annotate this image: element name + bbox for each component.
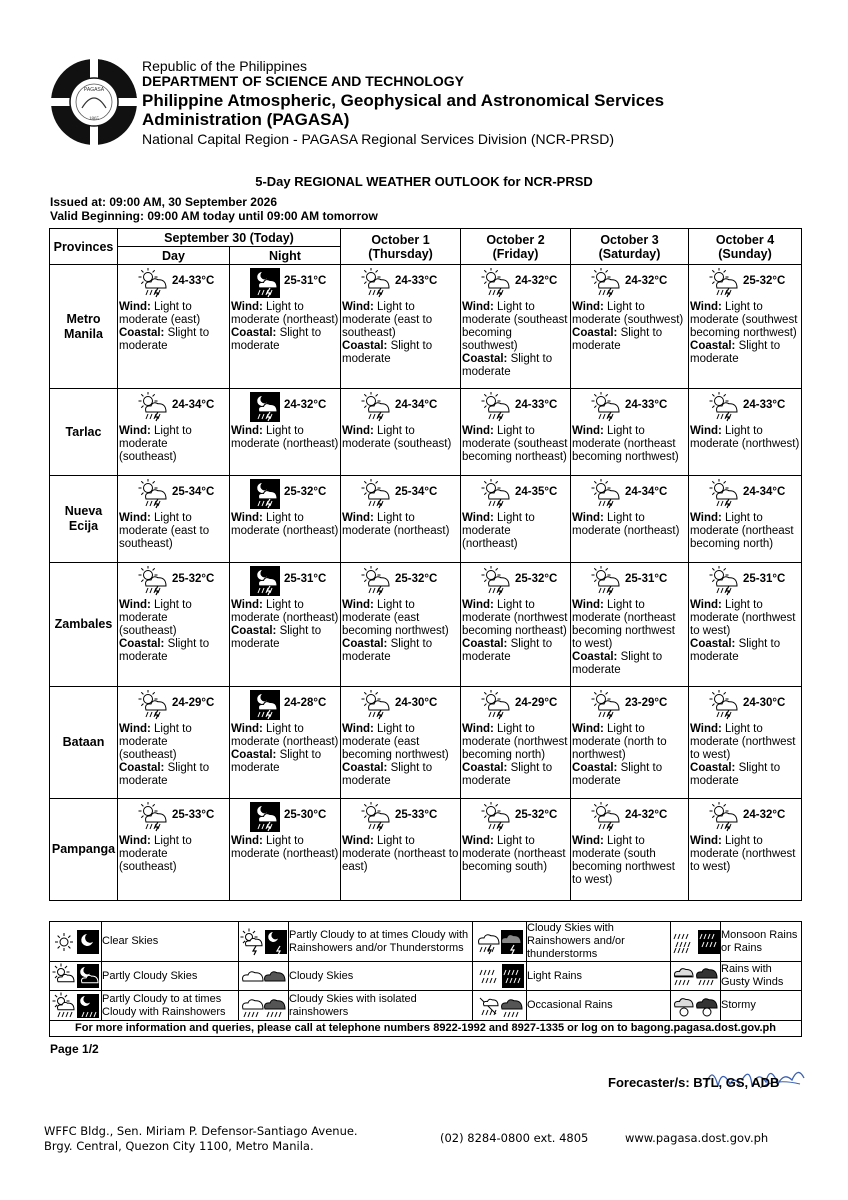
wind-value: Light to moderate (east becoming northwest) — [342, 723, 449, 761]
coastal-value: Slight to moderate — [342, 762, 433, 787]
wind-label: Wind: — [119, 425, 151, 437]
coastal-label: Coastal: — [119, 327, 165, 339]
temperature-range: 25-31°C — [625, 573, 668, 585]
legend-icon-cell — [671, 922, 721, 962]
forecast-cell — [118, 265, 230, 389]
forecast-cell — [461, 265, 571, 389]
legend-icon-cell — [239, 962, 289, 991]
partly-cloudy-rain-icon — [709, 802, 739, 832]
forecast-cell — [118, 476, 230, 563]
temperature-range: 25-34°C — [172, 486, 215, 498]
partly-cloudy-rain-icon — [361, 802, 391, 832]
forecast-cell — [341, 389, 461, 476]
province-row — [50, 389, 802, 476]
wind-value: Light to moderate (northwest to west) — [690, 835, 796, 873]
coastal-value: Slight to moderate — [342, 638, 433, 663]
header-agency: Philippine Atmospheric, Geophysical and Astronomical Services — [142, 91, 665, 110]
coastal-label: Coastal: — [690, 638, 736, 650]
page-title: 5-Day REGIONAL WEATHER OUTLOOK for NCR-PRSD — [255, 174, 593, 189]
weather-outlook-table — [49, 228, 802, 901]
coastal-value: Slight to moderate — [342, 340, 433, 365]
wind-label: Wind: — [572, 301, 604, 313]
partly-cloudy-rain-icon — [361, 566, 391, 596]
coastal-label: Coastal: — [119, 762, 165, 774]
wind-label: Wind: — [572, 599, 604, 611]
wind-value: Light to moderate (northeast) — [342, 512, 450, 537]
province-name: Bataan — [50, 687, 118, 799]
partly-cloudy-rain-icon — [591, 268, 621, 298]
partly-cloudy-rainshower-icon — [52, 999, 100, 1011]
wind-label: Wind: — [690, 512, 722, 524]
cloudy-isolated-rain-icon — [240, 999, 288, 1011]
partly-cloudy-rain-icon — [138, 566, 168, 596]
forecast-cell — [118, 563, 230, 687]
partly-cloudy-rain-icon — [591, 392, 621, 422]
temperature-range: 24-33°C — [743, 399, 786, 411]
partly-cloudy-rain-icon — [138, 690, 168, 720]
wind-value: Light to moderate (northeast to east) — [342, 835, 459, 873]
legend-icon-cell — [50, 991, 102, 1021]
pagasa-logo — [50, 58, 138, 146]
coastal-label: Coastal: — [342, 340, 388, 352]
wind-label: Wind: — [690, 723, 722, 735]
wind-label: Wind: — [119, 599, 151, 611]
province-name: Pampanga — [50, 799, 118, 901]
wind-value: Light to moderate (east to southeast) — [342, 301, 433, 339]
wind-value: Light to moderate (southeast) — [119, 425, 192, 463]
forecast-cell — [341, 563, 461, 687]
temperature-range: 24-32°C — [515, 275, 558, 287]
temperature-range: 25-33°C — [172, 809, 215, 821]
coastal-label: Coastal: — [231, 749, 277, 761]
wind-value: Light to moderate (northwest becoming north) — [462, 723, 568, 761]
province-row — [50, 687, 802, 799]
forecast-cell — [230, 476, 341, 563]
partly-cloudy-rain-icon — [481, 690, 511, 720]
wind-label: Wind: — [231, 512, 263, 524]
legend-icon-cell — [473, 991, 527, 1021]
wind-value: Light to moderate (northeast becoming south) — [462, 835, 566, 873]
temperature-range: 24-32°C — [625, 809, 668, 821]
province-row — [50, 799, 802, 901]
coastal-value: Slight to moderate — [231, 327, 322, 352]
forecast-cell — [689, 687, 802, 799]
wind-value: Light to moderate (northeast) — [231, 599, 339, 624]
wind-value: Light to moderate (northwest to west) — [690, 599, 796, 637]
temperature-range: 25-30°C — [284, 809, 327, 821]
wind-label: Wind: — [572, 835, 604, 847]
partly-cloudy-rain-icon — [361, 479, 391, 509]
svg-text:1865: 1865 — [89, 117, 99, 122]
coastal-value: Slight to moderate — [119, 327, 210, 352]
province-row — [50, 476, 802, 563]
temperature-range: 25-34°C — [395, 486, 438, 498]
legend-icon-cell — [671, 962, 721, 991]
partly-cloudy-rain-icon — [481, 566, 511, 596]
forecast-cell — [571, 389, 689, 476]
forecast-cell — [341, 799, 461, 901]
coastal-label: Coastal: — [572, 327, 618, 339]
footer-website: www.pagasa.dost.gov.ph — [625, 1131, 769, 1145]
temperature-range: 24-33°C — [625, 399, 668, 411]
coastal-value: Slight to moderate — [462, 353, 553, 378]
partly-cloudy-rain-night-icon — [250, 690, 280, 720]
wind-value: Light to moderate (southeast becoming southwest) — [462, 301, 568, 352]
legend-label: Monsoon Rains or Rains — [721, 922, 802, 962]
province-row — [50, 563, 802, 687]
cloudy-icon — [240, 970, 288, 982]
temperature-range: 24-33°C — [172, 275, 215, 287]
wind-label: Wind: — [462, 512, 494, 524]
coastal-label: Coastal: — [119, 638, 165, 650]
temperature-range: 24-32°C — [625, 275, 668, 287]
today-night-header: Night — [230, 247, 341, 265]
wind-value: Light to moderate (northeast) — [572, 512, 680, 537]
forecast-cell — [689, 799, 802, 901]
wind-value: Light to moderate (northwest) — [690, 425, 800, 450]
temperature-range: 24-32°C — [743, 809, 786, 821]
coastal-value: Slight to moderate — [231, 749, 322, 774]
partly-cloudy-rain-icon — [591, 690, 621, 720]
wind-label: Wind: — [231, 835, 263, 847]
partly-cloudy-rain-night-icon — [250, 802, 280, 832]
forecast-cell — [461, 799, 571, 901]
partly-cloudy-rain-icon — [591, 479, 621, 509]
partly-cloudy-rain-icon — [138, 268, 168, 298]
forecast-cell — [689, 563, 802, 687]
province-name: Nueva Ecija — [50, 476, 118, 563]
wind-value: Light to moderate (east becoming northwest) — [342, 599, 449, 637]
rain-gusty-wind-icon — [672, 970, 720, 982]
wind-label: Wind: — [342, 425, 374, 437]
temperature-range: 24-34°C — [743, 486, 786, 498]
day-header-4: October 4 (Sunday) — [689, 229, 802, 265]
wind-value: Light to moderate (east to southeast) — [119, 512, 210, 550]
partly-cloudy-icon — [52, 970, 100, 982]
coastal-value: Slight to moderate — [572, 327, 663, 352]
temperature-range: 25-32°C — [515, 809, 558, 821]
light-rain-icon — [476, 970, 524, 982]
wind-value: Light to moderate (northeast) — [231, 835, 339, 860]
wind-label: Wind: — [231, 723, 263, 735]
temperature-range: 24-28°C — [284, 697, 327, 709]
partly-cloudy-rain-icon — [709, 392, 739, 422]
stormy-icon — [672, 999, 720, 1011]
temperature-range: 24-29°C — [515, 697, 558, 709]
wind-value: Light to moderate (northwest to west) — [690, 723, 796, 761]
provinces-header: Provinces — [50, 229, 118, 265]
temperature-range: 25-32°C — [284, 486, 327, 498]
header-republic: Republic of the Philippines — [142, 58, 307, 74]
header-agency-2: Administration (PAGASA) — [142, 110, 350, 129]
wind-value: Light to moderate (south becoming northwest to west) — [572, 835, 675, 886]
wind-value: Light to moderate (southeast) — [119, 723, 192, 761]
wind-label: Wind: — [572, 723, 604, 735]
wind-value: Light to moderate (southeast) — [119, 599, 192, 637]
wind-label: Wind: — [572, 425, 604, 437]
wind-value: Light to moderate (northeast) — [231, 723, 339, 748]
wind-label: Wind: — [342, 599, 374, 611]
coastal-value: Slight to moderate — [572, 762, 663, 787]
temperature-range: 25-33°C — [395, 809, 438, 821]
legend-icon-cell — [671, 991, 721, 1021]
partly-cloudy-thunderstorm-icon — [240, 935, 288, 947]
partly-cloudy-rain-icon — [361, 268, 391, 298]
temperature-range: 24-34°C — [395, 399, 438, 411]
temperature-range: 24-29°C — [172, 697, 215, 709]
legend-label: Cloudy Skies — [289, 962, 473, 991]
legend-label: Partly Cloudy Skies — [102, 962, 239, 991]
coastal-value: Slight to moderate — [690, 340, 781, 365]
footer-address: WFFC Bldg., Sen. Miriam P. Defensor-Santiago Avenue. Brgy. Central, Quezon City 1100, Metro Manila. — [44, 1124, 358, 1153]
forecast-cell — [689, 265, 802, 389]
temperature-range: 24-32°C — [284, 399, 327, 411]
wind-label: Wind: — [690, 835, 722, 847]
partly-cloudy-rain-icon — [709, 268, 739, 298]
coastal-value: Slight to moderate — [690, 762, 781, 787]
wind-value: Light to moderate (northeast) — [231, 425, 339, 450]
contact-info: For more information and queries, please call at telephone numbers 8922-1992 and 8927-1335 or log on to bagong.pagasa.dost.gov.ph — [50, 1021, 802, 1037]
coastal-value: Slight to moderate — [462, 638, 553, 663]
coastal-label: Coastal: — [231, 625, 277, 637]
forecast-cell — [230, 563, 341, 687]
wind-value: Light to moderate (southeast) — [342, 425, 452, 450]
legend-label: Stormy — [721, 991, 802, 1021]
wind-label: Wind: — [342, 723, 374, 735]
day-header-3: October 3 (Saturday) — [571, 229, 689, 265]
coastal-label: Coastal: — [690, 340, 736, 352]
coastal-label: Coastal: — [572, 651, 618, 663]
wind-label: Wind: — [462, 835, 494, 847]
legend-row — [50, 962, 802, 991]
wind-value: Light to moderate (northeast) — [462, 512, 535, 550]
forecast-cell — [461, 687, 571, 799]
legend-icon-cell — [473, 962, 527, 991]
coastal-value: Slight to moderate — [231, 625, 322, 650]
legend-label: Occasional Rains — [527, 991, 671, 1021]
temperature-range: 25-32°C — [395, 573, 438, 585]
legend-label: Partly Cloudy to at times Cloudy with Rainshowers and/or Thunderstorms — [289, 922, 473, 962]
coastal-label: Coastal: — [462, 353, 508, 365]
wind-value: Light to moderate (northeast) — [231, 301, 339, 326]
temperature-range: 25-31°C — [284, 275, 327, 287]
temperature-range: 24-34°C — [625, 486, 668, 498]
wind-value: Light to moderate (northwest becoming northeast) — [462, 599, 568, 637]
forecasters: Forecaster/s: BTL, GS, ADB — [608, 1075, 780, 1090]
coastal-value: Slight to moderate — [462, 762, 553, 787]
forecast-cell — [571, 799, 689, 901]
temperature-range: 25-32°C — [172, 573, 215, 585]
wind-value: Light to moderate (north to northwest) — [572, 723, 667, 761]
wind-label: Wind: — [119, 835, 151, 847]
wind-label: Wind: — [231, 599, 263, 611]
wind-value: Light to moderate (southeast becoming northeast) — [462, 425, 568, 463]
forecast-cell — [571, 687, 689, 799]
today-day-header: Day — [118, 247, 230, 265]
partly-cloudy-rain-icon — [591, 802, 621, 832]
legend-label: Cloudy Skies with isolated rainshowers — [289, 991, 473, 1021]
header-department: DEPARTMENT OF SCIENCE AND TECHNOLOGY — [142, 73, 465, 89]
temperature-range: 24-34°C — [172, 399, 215, 411]
wind-label: Wind: — [462, 599, 494, 611]
valid-beginning: Valid Beginning: 09:00 AM today until 09:00 AM tomorrow — [50, 209, 378, 223]
clear-skies-icon — [52, 935, 100, 947]
forecast-cell — [461, 389, 571, 476]
legend-icon-cell — [50, 922, 102, 962]
wind-label: Wind: — [342, 512, 374, 524]
province-name: Zambales — [50, 563, 118, 687]
partly-cloudy-rain-icon — [481, 479, 511, 509]
coastal-label: Coastal: — [342, 762, 388, 774]
temperature-range: 24-35°C — [515, 486, 558, 498]
forecast-cell — [571, 265, 689, 389]
wind-label: Wind: — [690, 599, 722, 611]
forecast-cell — [118, 687, 230, 799]
partly-cloudy-rain-icon — [138, 392, 168, 422]
coastal-label: Coastal: — [342, 638, 388, 650]
svg-text:PAGASA: PAGASA — [83, 87, 105, 93]
wind-value: Light to moderate (northeast) — [231, 512, 339, 537]
temperature-range: 24-30°C — [743, 697, 786, 709]
wind-value: Light to moderate (northeast becoming north) — [690, 512, 794, 550]
issued-at: Issued at: 09:00 AM, 30 September 2026 — [50, 195, 277, 209]
temperature-range: 23-29°C — [625, 697, 668, 709]
partly-cloudy-rain-night-icon — [250, 566, 280, 596]
wind-value: Light to moderate (southeast) — [119, 835, 192, 873]
day-header-1: October 1 (Thursday) — [341, 229, 461, 265]
coastal-value: Slight to moderate — [572, 651, 663, 676]
forecast-cell — [118, 389, 230, 476]
day-header-2: October 2 (Friday) — [461, 229, 571, 265]
temperature-range: 25-32°C — [743, 275, 786, 287]
partly-cloudy-rain-icon — [481, 268, 511, 298]
coastal-label: Coastal: — [462, 638, 508, 650]
coastal-value: Slight to moderate — [119, 762, 210, 787]
legend-row — [50, 991, 802, 1021]
forecast-cell — [230, 265, 341, 389]
forecast-cell — [341, 476, 461, 563]
forecast-cell — [461, 476, 571, 563]
forecast-cell — [571, 563, 689, 687]
partly-cloudy-rain-icon — [709, 479, 739, 509]
coastal-label: Coastal: — [572, 762, 618, 774]
partly-cloudy-rain-icon — [481, 392, 511, 422]
header-division: National Capital Region - PAGASA Regional Services Division (NCR-PRSD) — [142, 131, 615, 147]
cloudy-thunderstorm-icon — [476, 935, 524, 947]
temperature-range: 25-31°C — [743, 573, 786, 585]
footer-phone: (02) 8284-0800 ext. 4805 — [440, 1131, 589, 1145]
wind-label: Wind: — [690, 301, 722, 313]
forecast-cell — [341, 265, 461, 389]
wind-value: Light to moderate (northeast becoming northwest) — [572, 425, 679, 463]
legend-table — [49, 921, 802, 1037]
wind-value: Light to moderate (southwest) — [572, 301, 684, 326]
forecast-cell — [230, 687, 341, 799]
partly-cloudy-rain-icon — [481, 802, 511, 832]
legend-row — [50, 922, 802, 962]
legend-icon-cell — [50, 962, 102, 991]
partly-cloudy-rain-icon — [361, 690, 391, 720]
legend-label: Cloudy Skies with Rainshowers and/or thunderstorms — [527, 922, 671, 962]
forecast-cell — [689, 389, 802, 476]
partly-cloudy-rain-icon — [138, 802, 168, 832]
forecast-cell — [118, 799, 230, 901]
coastal-label: Coastal: — [231, 327, 277, 339]
partly-cloudy-rain-night-icon — [250, 479, 280, 509]
forecast-cell — [341, 687, 461, 799]
forecast-cell — [461, 563, 571, 687]
partly-cloudy-rain-icon — [709, 566, 739, 596]
partly-cloudy-rain-icon — [709, 690, 739, 720]
province-name: Metro Manila — [50, 265, 118, 389]
coastal-value: Slight to moderate — [690, 638, 781, 663]
legend-label: Rains with Gusty Winds — [721, 962, 802, 991]
coastal-label: Coastal: — [690, 762, 736, 774]
partly-cloudy-rain-icon — [361, 392, 391, 422]
legend-label: Light Rains — [527, 962, 671, 991]
forecast-cell — [230, 799, 341, 901]
province-name: Tarlac — [50, 389, 118, 476]
wind-label: Wind: — [231, 301, 263, 313]
wind-label: Wind: — [462, 301, 494, 313]
wind-label: Wind: — [231, 425, 263, 437]
wind-label: Wind: — [572, 512, 604, 524]
wind-label: Wind: — [119, 512, 151, 524]
partly-cloudy-rain-icon — [591, 566, 621, 596]
legend-icon-cell — [473, 922, 527, 962]
wind-label: Wind: — [119, 723, 151, 735]
temperature-range: 24-33°C — [395, 275, 438, 287]
coastal-value: Slight to moderate — [119, 638, 210, 663]
partly-cloudy-rain-night-icon — [250, 392, 280, 422]
wind-label: Wind: — [342, 301, 374, 313]
forecast-cell — [689, 476, 802, 563]
legend-label: Partly Cloudy to at times Cloudy with Rainshowers — [102, 991, 239, 1021]
temperature-range: 25-32°C — [515, 573, 558, 585]
wind-label: Wind: — [690, 425, 722, 437]
occasional-rain-icon — [476, 999, 524, 1011]
coastal-label: Coastal: — [462, 762, 508, 774]
partly-cloudy-rain-night-icon — [250, 268, 280, 298]
wind-label: Wind: — [119, 301, 151, 313]
wind-value: Light to moderate (east) — [119, 301, 201, 326]
temperature-range: 24-30°C — [395, 697, 438, 709]
forecast-cell — [230, 389, 341, 476]
legend-label: Clear Skies — [102, 922, 239, 962]
wind-label: Wind: — [462, 723, 494, 735]
forecast-cell — [571, 476, 689, 563]
monsoon-rain-icon — [672, 935, 720, 947]
wind-label: Wind: — [342, 835, 374, 847]
temperature-range: 25-31°C — [284, 573, 327, 585]
wind-label: Wind: — [462, 425, 494, 437]
today-header: September 30 (Today) — [118, 229, 341, 247]
legend-icon-cell — [239, 922, 289, 962]
wind-value: Light to moderate (northeast becoming northwest to west) — [572, 599, 676, 650]
temperature-range: 24-33°C — [515, 399, 558, 411]
partly-cloudy-rain-icon — [138, 479, 168, 509]
wind-value: Light to moderate (southwest becoming northwest) — [690, 301, 798, 339]
legend-icon-cell — [239, 991, 289, 1021]
page-number: Page 1/2 — [50, 1042, 99, 1056]
province-row — [50, 265, 802, 389]
